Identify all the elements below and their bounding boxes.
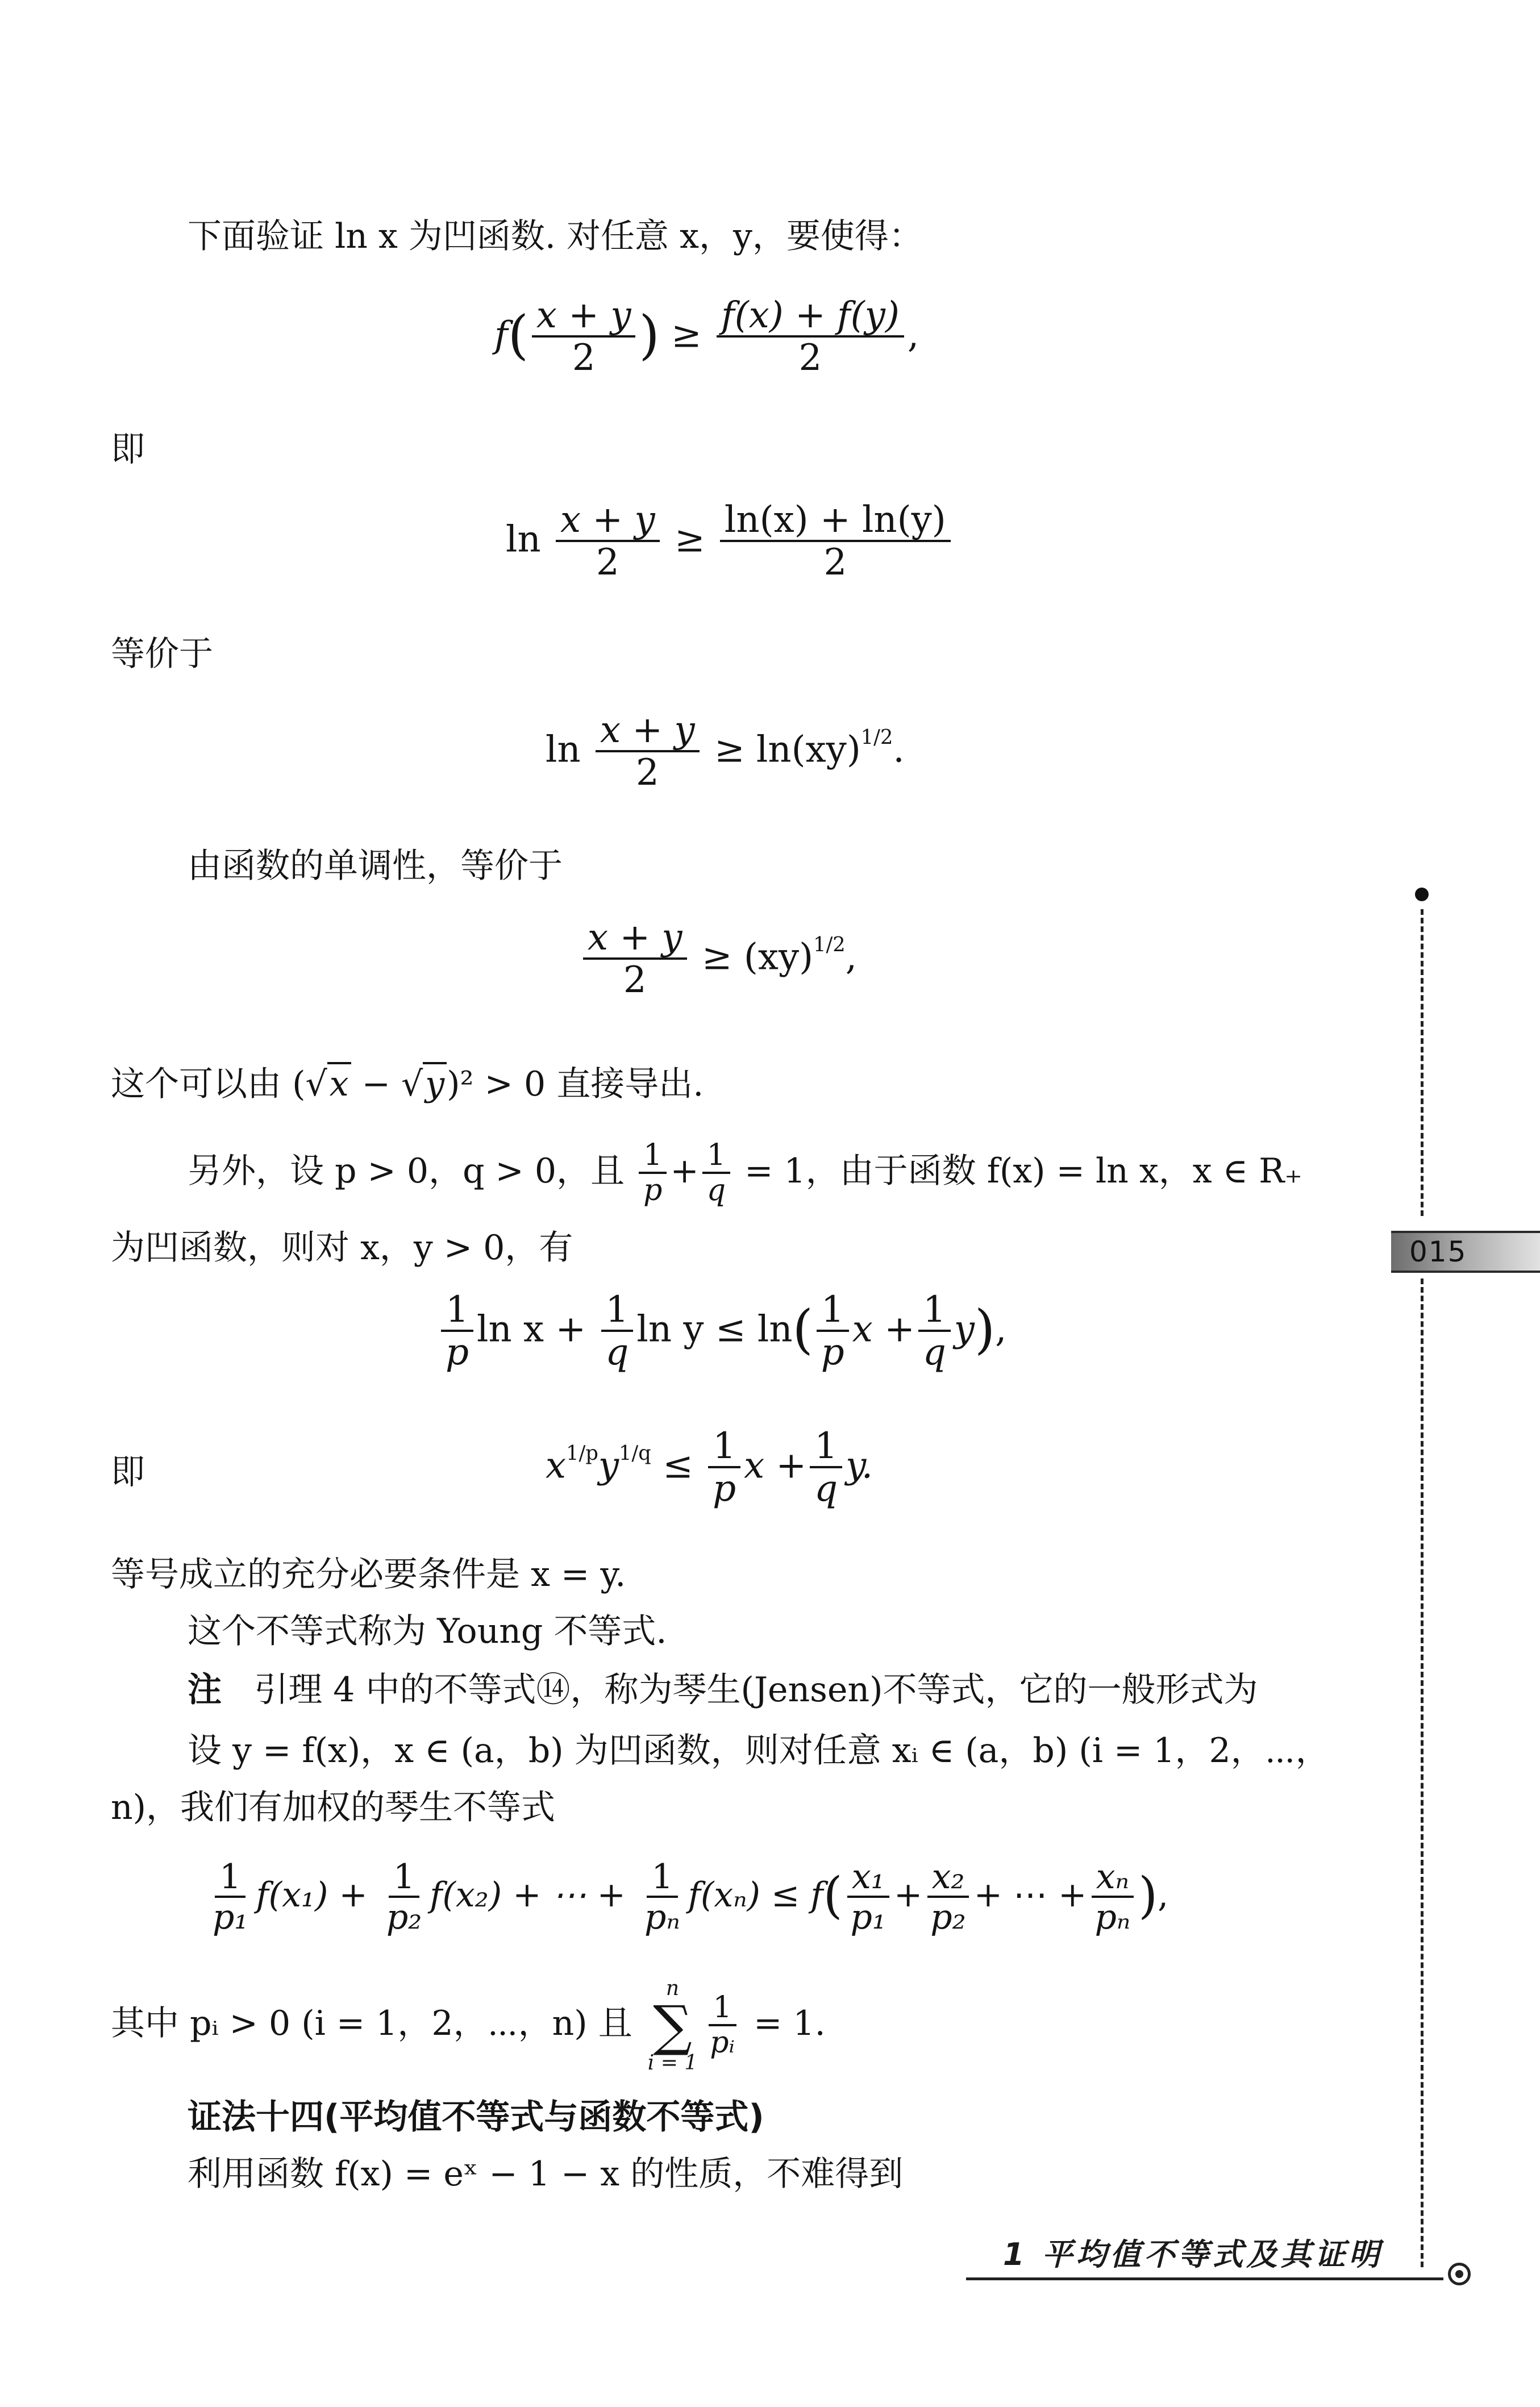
fraction: $\frac{1}{q}$ — [601, 1290, 633, 1374]
fraction: $\frac{x + y}{2}$ — [556, 500, 660, 584]
text-derivation: 这个可以由 (√x − √y)² > 0 直接导出. — [111, 1064, 704, 1105]
fraction: $\frac{1}{\text{p₂}}$ — [386, 1857, 422, 1937]
text-note: 注 引理 4 中的不等式⑭，称为琴生(Jensen)不等式，它的一般形式为 — [188, 1670, 1258, 1710]
sqrt-x: √x — [305, 1064, 351, 1105]
equation-ln-concavity: ln $\frac{x + y}{2}$ ≥ $\frac{\ln(x) + \ln(y)}{2}$ — [506, 500, 954, 584]
fraction: $\frac{x + y}{2}$ — [596, 710, 700, 794]
fraction: $\frac{1}{q}$ — [810, 1426, 842, 1510]
note-label: 注 — [188, 1670, 222, 1710]
page-number: 015 — [1409, 1235, 1467, 1268]
text-young-setup: 另外，设 p > 0，q > 0，且 $\frac{1}{p}$ + $\frac{1}{q}$ = 1，由于函数 f(x) = ln x，x ∈ R₊ — [188, 1138, 1302, 1208]
equation-ln-geometric: ln $\frac{x + y}{2}$ ≥ ln(xy)$^{1/2}$. — [546, 709, 905, 794]
fraction: $\frac{1}{p}$ — [639, 1139, 667, 1208]
page-number-tab — [1391, 1231, 1540, 1273]
proof-method-heading: 证法十四(平均值不等式与函数不等式) — [188, 2097, 764, 2137]
text-concave-hence: 为凹函数，则对 x，y > 0，有 — [111, 1228, 573, 1268]
margin-dashed-line-upper — [1421, 909, 1424, 1216]
fraction: $\frac{1}{q}$ — [918, 1290, 951, 1374]
fraction: $\frac{1}{p}$ — [441, 1290, 473, 1374]
margin-dashed-line-lower — [1421, 1279, 1424, 2267]
text-namely-2: 即 — [111, 1452, 145, 1492]
intro-line: 下面验证 ln x 为凹函数. 对任意 x，y，要使得： — [188, 216, 923, 256]
text-jensen-setup: 设 y = f(x)，x ∈ (a，b) 为凹函数，则对任意 xᵢ ∈ (a，b) (i = 1，2，⋯， — [188, 1731, 1330, 1771]
fraction: $\frac{1}{\text{pₙ}}$ — [644, 1857, 680, 1937]
text-monotonic: 由函数的单调性，等价于 — [188, 846, 563, 886]
equation-young: $x^{1/p}y^{1/q}$ ≤ $\frac{1}{p}$ x + $\frac{1}{q}$ y. — [546, 1425, 873, 1510]
summation: n ∑ i = 1 — [647, 1977, 698, 2075]
fraction: $\frac{x + y}{2}$ — [583, 918, 687, 1002]
footer-rule — [966, 2277, 1443, 2280]
text-equality-condition: 等号成立的充分必要条件是 x = y. — [111, 1555, 626, 1594]
text-exp-function: 利用函数 f(x) = eˣ − 1 − x 的性质，不难得到 — [188, 2154, 904, 2194]
text-weights-condition: 其中 pᵢ > 0 (i = 1，2，⋯，n) 且 n ∑ i = 1 $\frac{1}{\text{pᵢ}}$ = 1. — [111, 1977, 826, 2075]
equation-am-gm: $\frac{x + y}{2}$ ≥ (xy)$^{1/2}$, — [580, 918, 857, 1002]
fraction: $\frac{1}{\text{p₁}}$ — [213, 1857, 248, 1937]
fraction: $\frac{\ln(x) + \ln(y)}{2}$ — [720, 500, 951, 584]
text-jensen-weighted: n)，我们有加权的琴生不等式 — [111, 1788, 556, 1827]
text-young-name: 这个不等式称为 Young 不等式. — [188, 1611, 667, 1651]
equation-concavity-definition: f( $\frac{x + y}{2}$ ) ≥ $\frac{f(x) + f(y)}{2}$ , — [494, 294, 919, 380]
fraction: $\frac{1}{q}$ — [702, 1139, 730, 1208]
fraction: $\frac{x + y}{2}$ — [532, 295, 636, 380]
equation-weighted-ln: $\frac{1}{p}$ ln x + $\frac{1}{q}$ ln y ≤ ln( $\frac{1}{p}$ x + $\frac{1}{q}$ y), — [438, 1290, 1007, 1374]
margin-dot — [1415, 888, 1429, 901]
running-head: 1 平均值不等式及其证明 — [1003, 2237, 1383, 2272]
fraction: $\frac{\text{xₙ}}{\text{pₙ}}$ — [1090, 1858, 1135, 1937]
text-equivalent: 等价于 — [111, 634, 213, 674]
sqrt-y: √y — [401, 1064, 447, 1105]
fraction: $\frac{\text{x₂}}{\text{p₂}}$ — [926, 1858, 970, 1937]
fraction: $\frac{f(x) + f(y)}{2}$ — [717, 295, 904, 380]
footer-ring-icon — [1448, 2263, 1471, 2285]
fraction: $\frac{1}{p}$ — [817, 1290, 849, 1374]
text-namely: 即 — [111, 430, 145, 469]
fraction: $\frac{1}{\text{pᵢ}}$ — [705, 1992, 739, 2060]
fraction: $\frac{\text{x₁}}{\text{p₁}}$ — [846, 1858, 890, 1937]
equation-jensen: $\frac{1}{\text{p₁}}$ f(x₁) + $\frac{1}{\text{p₂}}$ f(x₂) + ⋯ + $\frac{1}{\text{pₙ}}$ f(xₙ) ≤ f( $\frac{\text{x₁}}{\text{p₁}}$ + $\frac{\text{x₂}}{\text{p₂}}$ + ⋯ + $\frac{\text{xₙ}}{\text{pₙ}}$ ), — [205, 1858, 1168, 1937]
fraction: $\frac{1}{p}$ — [708, 1426, 740, 1510]
